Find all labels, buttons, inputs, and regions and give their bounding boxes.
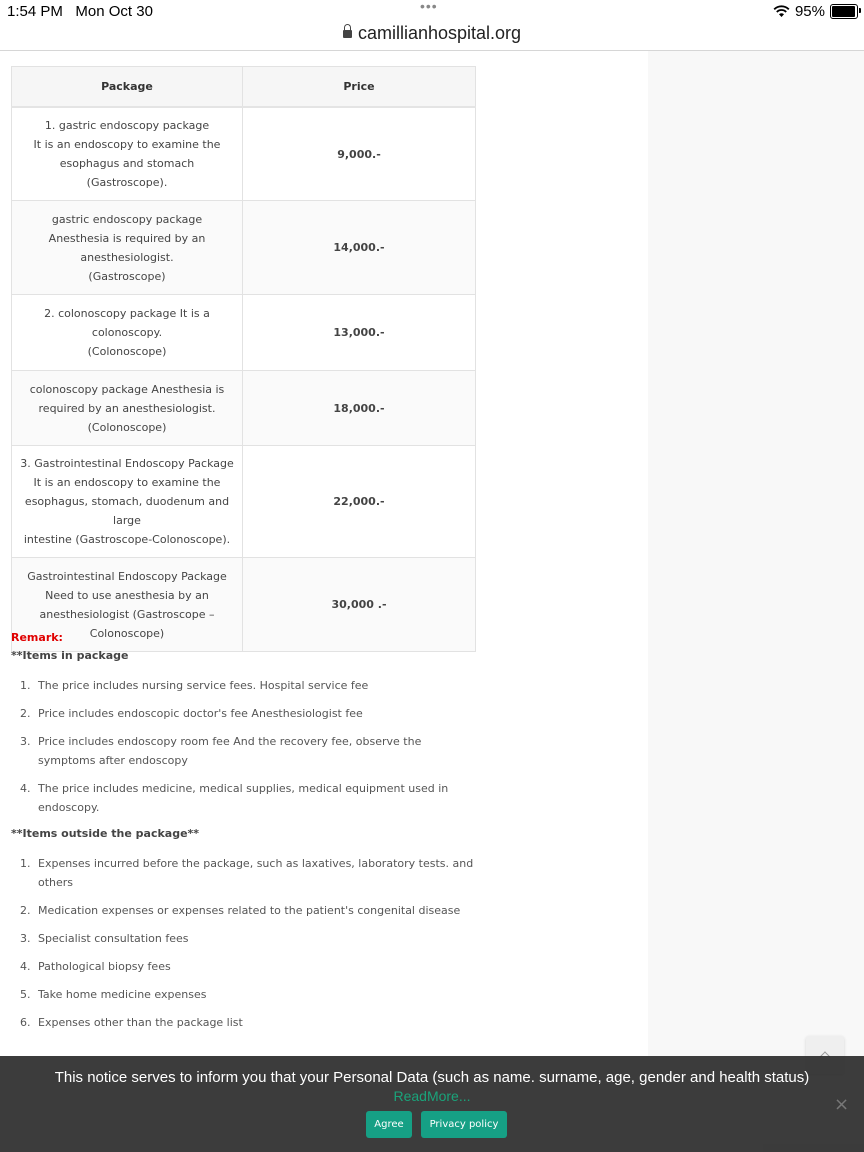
price-cell: 14,000.-	[243, 201, 476, 295]
list-item: 1. Expenses incurred before the package, such as laxatives, laboratory tests. and others	[20, 857, 474, 889]
in-package-list	[11, 676, 481, 817]
list-item: 1. The price includes nursing service fees. Hospital service fee	[20, 679, 369, 692]
items-in-package-heading: **Items in package	[11, 649, 129, 662]
remark-section	[11, 630, 481, 1041]
table-row	[12, 107, 476, 201]
close-icon[interactable]: ×	[834, 1094, 850, 1115]
cookie-notice-banner	[0, 1056, 864, 1152]
lock-icon	[343, 30, 352, 38]
list-item: 4. Pathological biopsy fees	[20, 960, 171, 973]
url-text[interactable]: camillianhospital.org	[357, 23, 522, 43]
list-item: 4. The price includes medicine, medical supplies, medical equipment used in endoscopy.	[20, 782, 449, 814]
address-bar[interactable]	[0, 22, 864, 51]
list-item: 2. Medication expenses or expenses related to the patient's congenital disease	[20, 904, 461, 917]
package-cell: colonoscopy package Anesthesia is required by an anesthesiologist. (Colonoscope)	[12, 371, 243, 446]
status-bar	[0, 0, 864, 22]
list-item: 5. Take home medicine expenses	[20, 988, 207, 1001]
table-row	[12, 371, 476, 446]
package-cell: 1. gastric endoscopy package It is an endoscopy to examine the esophagus and stomach (Gastroscope).	[12, 107, 243, 201]
read-more-link[interactable]: ReadMore...	[393, 1088, 471, 1104]
list-item: 2. Price includes endoscopic doctor's fee Anesthesiologist fee	[20, 707, 363, 720]
list-item: 6. Expenses other than the package list	[20, 1016, 243, 1029]
battery-icon	[830, 4, 858, 19]
package-cell: 2. colonoscopy package It is a colonoscopy. (Colonoscope)	[12, 295, 243, 371]
wifi-icon	[773, 5, 790, 18]
status-time: 1:54 PM Mon Oct 30	[7, 3, 153, 20]
sidebar-background	[648, 51, 864, 1152]
privacy-policy-button[interactable]: Privacy policy	[421, 1111, 507, 1138]
battery-percent: 95%	[794, 3, 825, 20]
list-item: 3. Specialist consultation fees	[20, 932, 189, 945]
package-cell: Gastrointestinal Endoscopy Package Need to use anesthesia by an anesthesiologist (Gastroscope – Colonoscope)	[12, 558, 243, 652]
price-cell: 22,000.-	[243, 446, 476, 558]
cookie-notice-text: This notice serves to inform you that your Personal Data (such as name. surname, age, gender and health status)	[54, 1069, 810, 1086]
package-cell: 3. Gastrointestinal Endoscopy Package It is an endoscopy to examine the esophagus, stomach, duodenum and large intestine (Gastroscope-Colonoscope).	[12, 446, 243, 558]
table-row	[12, 295, 476, 371]
remark-label: Remark:	[11, 631, 63, 644]
package-cell: gastric endoscopy package Anesthesia is required by an anesthesiologist. (Gastroscope)	[12, 201, 243, 295]
agree-button[interactable]: Agree	[366, 1111, 412, 1138]
header-package: Package	[12, 67, 243, 108]
price-cell: 13,000.-	[243, 295, 476, 371]
package-price-table	[11, 66, 476, 652]
header-price: Price	[243, 67, 476, 108]
items-outside-package-heading: **Items outside the package**	[11, 827, 200, 840]
table-row	[12, 446, 476, 558]
more-dots-icon[interactable]: •••	[420, 0, 438, 14]
price-cell: 18,000.-	[243, 371, 476, 446]
price-cell: 9,000.-	[243, 107, 476, 201]
outside-package-list	[11, 854, 481, 1032]
list-item: 3. Price includes endoscopy room fee And the recovery fee, observe the symptoms after endoscopy	[20, 735, 422, 767]
price-cell: 30,000 .-	[243, 558, 476, 652]
table-row	[12, 201, 476, 295]
